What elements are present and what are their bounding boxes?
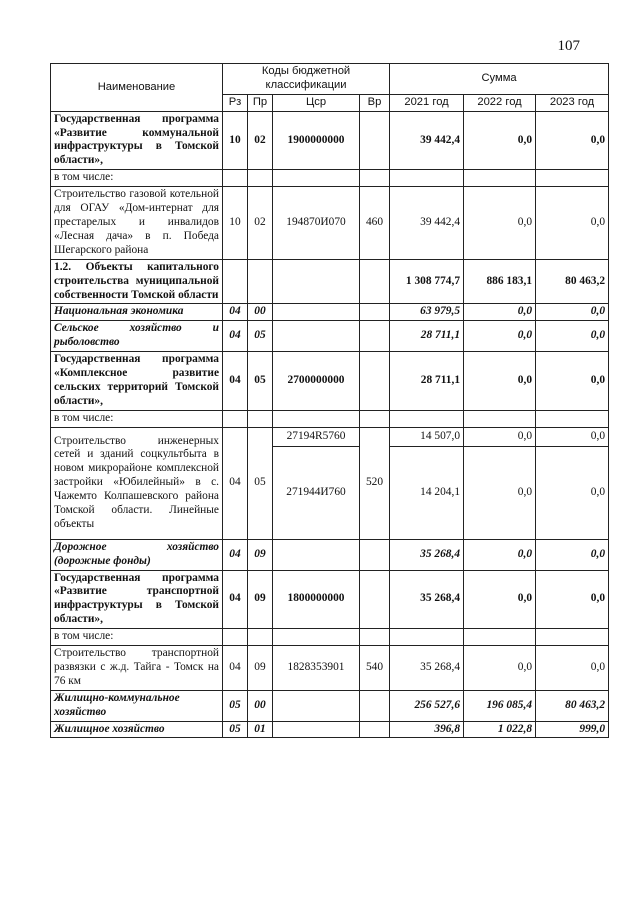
row-2022: 0,0 — [464, 646, 536, 691]
row-csr — [273, 539, 360, 570]
row-vr — [360, 690, 390, 721]
row-2021 — [390, 170, 464, 187]
row-csr — [273, 321, 360, 352]
row-name: в том числе: — [51, 629, 223, 646]
row-vr — [360, 259, 390, 304]
row-vr — [360, 352, 390, 411]
row-2021 — [390, 629, 464, 646]
row-2021: 35 268,4 — [390, 570, 464, 629]
row-name: Жилищно-коммунальное хозяйство — [51, 690, 223, 721]
row-2023: 0,0 — [536, 111, 609, 170]
row-csr: 1828353901 — [273, 646, 360, 691]
row-csr — [273, 690, 360, 721]
row-vr: 460 — [360, 187, 390, 260]
table-row — [51, 304, 609, 321]
row-2022: 0,0 — [464, 427, 536, 446]
header-csr: Цср — [273, 95, 360, 112]
row-rz: 04 — [223, 321, 248, 352]
table-row — [51, 111, 609, 170]
row-2022: 0,0 — [464, 321, 536, 352]
row-2023: 0,0 — [536, 646, 609, 691]
header-sum: Сумма — [390, 64, 609, 95]
row-2021: 35 268,4 — [390, 646, 464, 691]
row-vr — [360, 539, 390, 570]
row-vr — [360, 111, 390, 170]
row-name: в том числе: — [51, 410, 223, 427]
row-vr — [360, 170, 390, 187]
row-csr — [273, 410, 360, 427]
row-name: Государственная программа «Развитие транспортной инфраструктуры в Томской области», — [51, 570, 223, 629]
row-vr — [360, 304, 390, 321]
row-pr — [248, 170, 273, 187]
row-name: в том числе: — [51, 170, 223, 187]
row-csr: 1900000000 — [273, 111, 360, 170]
row-pr: 05 — [248, 427, 273, 539]
row-2022: 0,0 — [464, 352, 536, 411]
row-pr: 00 — [248, 304, 273, 321]
row-2023: 0,0 — [536, 321, 609, 352]
row-2023: 0,0 — [536, 427, 609, 446]
row-rz: 04 — [223, 352, 248, 411]
row-pr: 09 — [248, 646, 273, 691]
row-pr — [248, 410, 273, 427]
row-2021: 14 507,0 — [390, 427, 464, 446]
table-row — [51, 352, 609, 411]
row-pr: 05 — [248, 352, 273, 411]
header-pr: Пр — [248, 95, 273, 112]
row-rz: 04 — [223, 570, 248, 629]
row-2021: 39 442,4 — [390, 111, 464, 170]
row-name: Строительство транспортной развязки с ж.д. Тайга - Томск на 76 км — [51, 646, 223, 691]
budget-table — [50, 63, 609, 738]
row-csr — [273, 629, 360, 646]
row-csr — [273, 170, 360, 187]
row-2022: 196 085,4 — [464, 690, 536, 721]
header-row — [51, 64, 609, 95]
row-2023: 999,0 — [536, 721, 609, 738]
row-2022 — [464, 170, 536, 187]
row-rz: 10 — [223, 187, 248, 260]
row-csr — [273, 721, 360, 738]
row-2022 — [464, 629, 536, 646]
row-pr: 02 — [248, 111, 273, 170]
row-2023: 0,0 — [536, 352, 609, 411]
row-vr — [360, 410, 390, 427]
table-row — [51, 539, 609, 570]
table-row — [51, 690, 609, 721]
row-rz: 04 — [223, 646, 248, 691]
table-row — [51, 187, 609, 260]
row-2021: 256 527,6 — [390, 690, 464, 721]
table-row — [51, 410, 609, 427]
row-vr — [360, 721, 390, 738]
row-name: Строительство инженерных сетей и зданий соцкультбыта в новом микрорайоне комплексной застройки «Юбилейный» в с. Чажемто Колпашевского района Томской области. Линейные объекты — [51, 427, 223, 539]
row-rz — [223, 410, 248, 427]
row-2023: 0,0 — [536, 570, 609, 629]
row-2022: 0,0 — [464, 570, 536, 629]
row-name: 1.2. Объекты капитального строительства муниципальной собственности Томской области — [51, 259, 223, 304]
row-vr — [360, 321, 390, 352]
row-2022: 1 022,8 — [464, 721, 536, 738]
row-2023: 0,0 — [536, 187, 609, 260]
row-2021: 63 979,5 — [390, 304, 464, 321]
row-name: Государственная программа «Комплексное развитие сельских территорий Томской области», — [51, 352, 223, 411]
row-2021: 1 308 774,7 — [390, 259, 464, 304]
header-2023: 2023 год — [536, 95, 609, 112]
row-rz: 05 — [223, 690, 248, 721]
row-pr — [248, 259, 273, 304]
row-2022 — [464, 410, 536, 427]
row-rz — [223, 629, 248, 646]
table-row — [51, 321, 609, 352]
row-2023: 0,0 — [536, 304, 609, 321]
row-rz: 04 — [223, 304, 248, 321]
row-csr: 271944И760 — [273, 446, 360, 539]
row-csr — [273, 304, 360, 321]
row-vr: 540 — [360, 646, 390, 691]
row-2023 — [536, 170, 609, 187]
row-rz: 05 — [223, 721, 248, 738]
row-pr: 02 — [248, 187, 273, 260]
row-rz — [223, 170, 248, 187]
row-vr — [360, 570, 390, 629]
table-row — [51, 170, 609, 187]
header-2021: 2021 год — [390, 95, 464, 112]
row-csr: 194870И070 — [273, 187, 360, 260]
row-pr — [248, 629, 273, 646]
table-row — [51, 427, 609, 446]
row-2023: 0,0 — [536, 539, 609, 570]
page-number: 107 — [557, 38, 580, 54]
row-2023 — [536, 410, 609, 427]
row-rz: 04 — [223, 427, 248, 539]
row-2023: 80 463,2 — [536, 690, 609, 721]
row-pr: 00 — [248, 690, 273, 721]
row-2023 — [536, 629, 609, 646]
row-csr: 27194R5760 — [273, 427, 360, 446]
row-csr: 2700000000 — [273, 352, 360, 411]
row-2022: 0,0 — [464, 446, 536, 539]
header-vr: Вр — [360, 95, 390, 112]
row-2021: 28 711,1 — [390, 321, 464, 352]
row-2022: 0,0 — [464, 539, 536, 570]
row-2023: 0,0 — [536, 446, 609, 539]
row-name: Жилищное хозяйство — [51, 721, 223, 738]
header-codes: Коды бюджетной классификации — [223, 64, 390, 95]
table-row — [51, 570, 609, 629]
table-row — [51, 629, 609, 646]
row-2022: 0,0 — [464, 304, 536, 321]
row-2021 — [390, 410, 464, 427]
header-2022: 2022 год — [464, 95, 536, 112]
row-2022: 886 183,1 — [464, 259, 536, 304]
header-rz: Рз — [223, 95, 248, 112]
row-name: Дорожное хозяйство (дорожные фонды) — [51, 539, 223, 570]
row-rz: 04 — [223, 539, 248, 570]
row-rz: 10 — [223, 111, 248, 170]
row-2023: 80 463,2 — [536, 259, 609, 304]
row-2022: 0,0 — [464, 187, 536, 260]
row-name: Сельское хозяйство и рыболовство — [51, 321, 223, 352]
row-pr: 05 — [248, 321, 273, 352]
row-2021: 35 268,4 — [390, 539, 464, 570]
row-vr: 520 — [360, 427, 390, 539]
row-pr: 09 — [248, 570, 273, 629]
row-name: Государственная программа «Развитие коммунальной инфраструктуры в Томской области», — [51, 111, 223, 170]
row-2021: 396,8 — [390, 721, 464, 738]
row-name: Национальная экономика — [51, 304, 223, 321]
row-2021: 39 442,4 — [390, 187, 464, 260]
row-csr — [273, 259, 360, 304]
table-row — [51, 259, 609, 304]
header-name: Наименование — [51, 64, 223, 112]
table-row — [51, 721, 609, 738]
row-vr — [360, 629, 390, 646]
row-csr: 1800000000 — [273, 570, 360, 629]
row-2022: 0,0 — [464, 111, 536, 170]
row-2021: 14 204,1 — [390, 446, 464, 539]
row-pr: 09 — [248, 539, 273, 570]
row-pr: 01 — [248, 721, 273, 738]
row-2021: 28 711,1 — [390, 352, 464, 411]
row-rz — [223, 259, 248, 304]
table-row — [51, 646, 609, 691]
row-name: Строительство газовой котельной для ОГАУ «Дом-интернат для престарелых и инвалидов «Лесная дача» в п. Победа Шегарского района — [51, 187, 223, 260]
